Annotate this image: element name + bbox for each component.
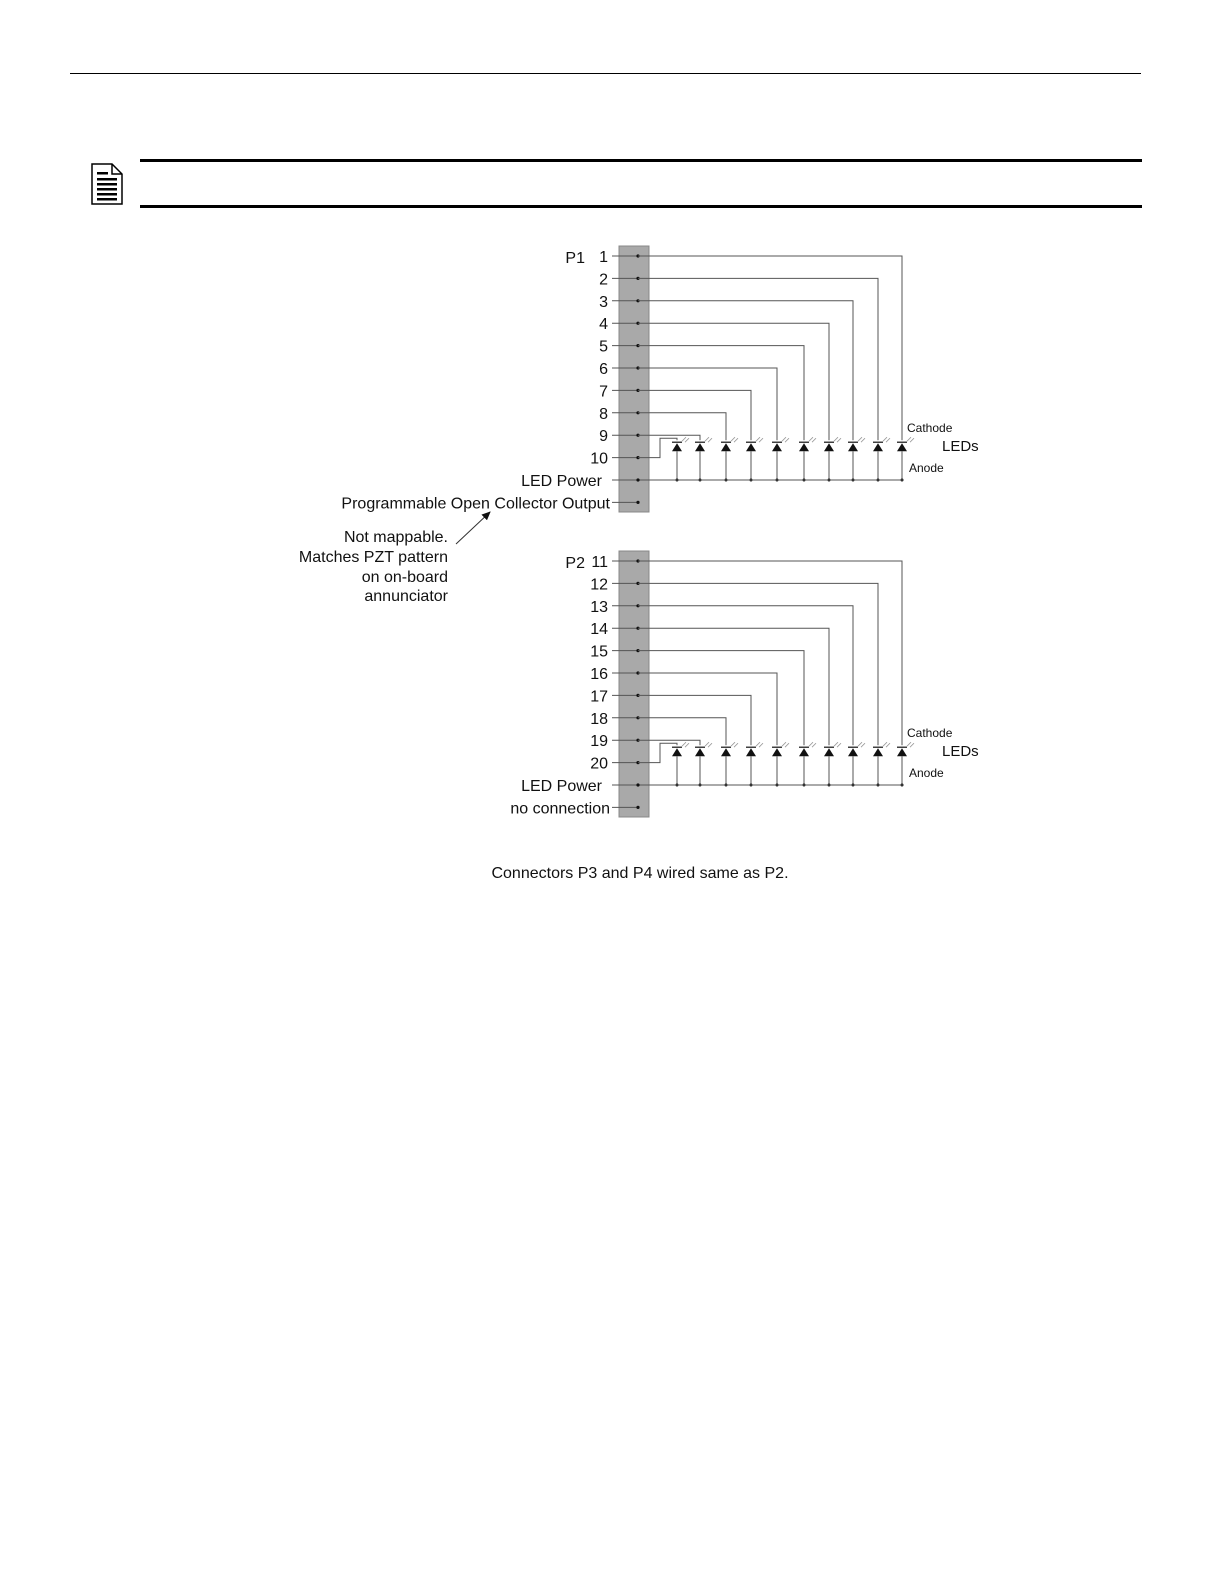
connector_p1-label: P1 (565, 250, 585, 267)
annotation-line-4: annunciator (364, 588, 448, 605)
connector_p1-led-diode (824, 443, 834, 451)
connector_p1-led-diode (873, 443, 883, 451)
connector_p1-cathode-label: Cathode (907, 421, 953, 436)
connector_p1-led-ray (759, 438, 763, 442)
connector_p1-led-diode (772, 443, 782, 451)
connector_p2-led-diode (721, 748, 731, 756)
connector_p2-led-diode (746, 748, 756, 756)
connector_p1-led-diode (695, 443, 705, 451)
connector_p2-led-diode (897, 748, 907, 756)
connector_p1-led-ray (782, 437, 786, 441)
connector_p1-last-pin-dot (636, 501, 639, 504)
connector_p2-led-diode (848, 748, 858, 756)
connector_p2-pin-label: 17 (590, 688, 608, 706)
connector_p2-pin-wire (638, 695, 751, 745)
connector_p2-led-ray (782, 742, 786, 746)
connector_p1-pin-wire (638, 301, 853, 440)
connector_p1-led-diode (799, 443, 809, 451)
connector_p1-led-ray (685, 438, 689, 442)
connector_p1-pin-label: 1 (599, 249, 608, 266)
connector_p2-led-ray (883, 742, 887, 746)
connector_p1-led-ray (910, 438, 914, 442)
connector_p1-led-ray (837, 438, 841, 442)
connector_p2-led-diode (772, 748, 782, 756)
connector_p2-pin-wire (638, 628, 829, 745)
connector_p2-led-ray (734, 743, 738, 747)
connector_p1-led-ray (809, 437, 813, 441)
connector_p1-pin-label: 9 (599, 428, 608, 446)
connector_p1-led-ray (708, 438, 712, 442)
connector_p1-group (341, 246, 978, 512)
annotation-arrow (456, 512, 490, 544)
connector_p2-pin-label: 19 (590, 733, 608, 751)
connector_p1-led-ray (731, 437, 735, 441)
connector_p1-pin-label: 6 (599, 361, 608, 378)
connector_p1-pin-wire (638, 278, 878, 440)
connector_p1-last-pin-label: Programmable Open Collector Output (341, 495, 610, 513)
connector_p1-pin-label: 5 (599, 338, 608, 356)
connector_p1-led-ray (734, 438, 738, 442)
connector_p2-led-ray (809, 742, 813, 746)
connector_p2-pin-wire (638, 651, 804, 746)
connector_p2-led-ray (705, 742, 709, 746)
connector_p1-pin-label: 4 (599, 316, 608, 334)
connector_p2-pin-label: 20 (590, 755, 608, 773)
connector_p2-led-power-dot (636, 783, 639, 786)
connector_p2-connector-block (619, 551, 649, 817)
connector_p1-pin-label: 3 (599, 293, 608, 311)
connector_p1-led-ray (705, 437, 709, 441)
connector_p2-led-ray (759, 743, 763, 747)
connector_p1-led-diode (746, 443, 756, 451)
connector_p1-pin-wire (638, 323, 829, 440)
connector_p1-pin-label: 2 (599, 271, 608, 289)
connector_p2-led-ray (858, 742, 862, 746)
connector_p2-led-ray (685, 743, 689, 747)
figure-caption: Connectors P3 and P4 wired same as P2. (491, 865, 789, 882)
connector_p2-led-ray (907, 742, 911, 746)
connector_p2-pin-label: 16 (590, 666, 608, 683)
connector_p1-pin-label: 8 (599, 405, 608, 423)
annotation-line-2: Matches PZT pattern (298, 549, 448, 566)
connector_p1-led-ray (834, 437, 838, 441)
connector_p2-label: P2 (565, 555, 585, 572)
connector_p2-pin-wire (638, 673, 777, 745)
connector_p1-led-ray (756, 437, 760, 441)
connector_p2-led-ray (834, 742, 838, 746)
connector_p2-pin-label: 15 (590, 643, 608, 661)
connector_p1-pin-label: 7 (599, 383, 608, 401)
connector_p2-led-ray (756, 742, 760, 746)
connector_p2-led-ray (861, 743, 865, 747)
connector_p2-led-diode (873, 748, 883, 756)
connector_p2-pin-wire (638, 606, 853, 745)
connector_p1-led-diode (721, 443, 731, 451)
connector_p1-led-ray (861, 438, 865, 442)
connector_p1-led-ray (812, 438, 816, 442)
connector_p1-pin-wire (638, 368, 777, 440)
connector_p2-led-diode (824, 748, 834, 756)
connector_p1-led-ray (785, 438, 789, 442)
connector_p2-led-diode (695, 748, 705, 756)
connector_p2-cathode-label: Cathode (907, 726, 953, 741)
connector_p2-led-ray (812, 743, 816, 747)
connector_p1-leds-label: LEDs (942, 438, 979, 456)
connector_p2-pin-label: 13 (590, 598, 608, 616)
connector_p2-anode-label: Anode (909, 766, 944, 780)
connector_p2-pin-wire (638, 583, 878, 745)
connector_p1-led-diode (897, 443, 907, 451)
connector_p2-led-ray (785, 743, 789, 747)
connector_p2-pin-label: 11 (591, 554, 608, 571)
connector_p2-pin-label: 12 (590, 576, 608, 594)
connector_p2-leds-label: LEDs (942, 743, 979, 761)
connector_p1-led-ray (907, 437, 911, 441)
connector_p1-led-ray (858, 437, 862, 441)
connector_p2-led-ray (886, 743, 890, 747)
connector_p1-led-ray (883, 437, 887, 441)
connector_p2-led-ray (731, 742, 735, 746)
connector_p1-pin-wire (638, 346, 804, 441)
connector_p2-led-power-label: LED Power (521, 778, 602, 795)
connector_p2-pin-wire (638, 718, 726, 745)
annotation-line-3: on on-board (361, 569, 448, 586)
connector_p2-last-pin-label: no connection (510, 800, 610, 818)
connector_p2-pin-label: 14 (590, 621, 608, 639)
connector_p1-led-ray (886, 438, 890, 442)
connector_p2-led-diode (799, 748, 809, 756)
connector_p2-led-ray (837, 743, 841, 747)
connector_p2-led-ray (910, 743, 914, 747)
connector_p1-led-diode (848, 443, 858, 451)
connector_p1-anode-label: Anode (909, 461, 944, 475)
connector_p1-led-diode (672, 443, 682, 451)
connector_p2-group (510, 551, 978, 817)
connector_p2-pin-label: 18 (590, 710, 608, 728)
connector_p1-pin-label: 10 (590, 450, 608, 468)
connector_p2-led-ray (682, 742, 686, 746)
annotation-line-1: Not mappable. (343, 529, 448, 546)
connector_p1-led-ray (682, 437, 686, 441)
connector_p2-last-pin-dot (636, 806, 639, 809)
connector_p1-pin-wire (638, 413, 726, 440)
connector_p1-pin-wire (638, 390, 751, 440)
connector_p1-connector-block (619, 246, 649, 512)
connector_p1-led-power-dot (636, 478, 639, 481)
connector_p2-led-ray (708, 743, 712, 747)
connector_p2-led-diode (672, 748, 682, 756)
connector_p1-led-power-label: LED Power (521, 473, 602, 490)
